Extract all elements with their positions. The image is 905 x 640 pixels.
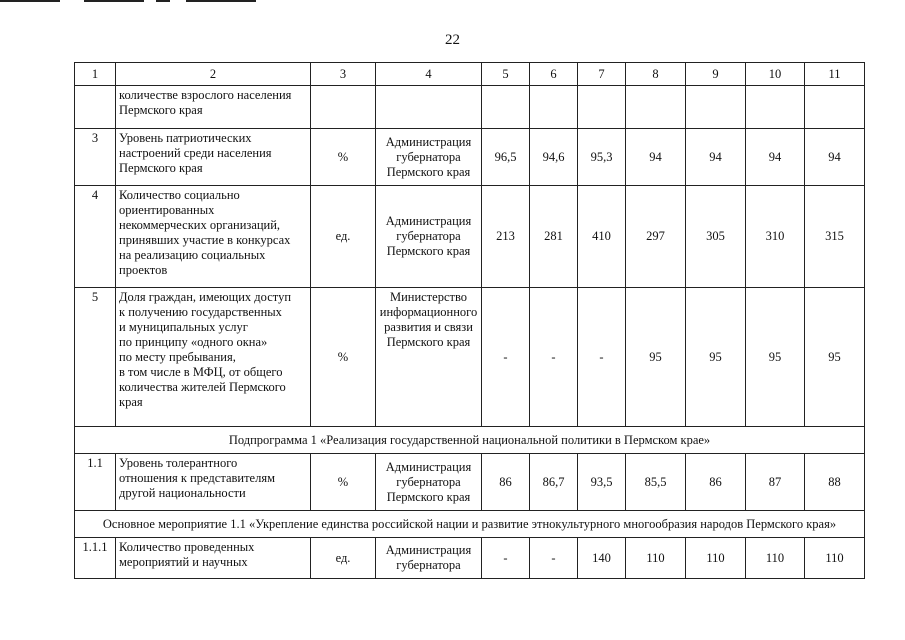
value-cell: 315 [805, 186, 865, 288]
value-cell: - [482, 538, 530, 579]
value-cell: - [530, 538, 578, 579]
row-number-cell: 3 [75, 129, 116, 186]
value-cell: 95 [805, 288, 865, 427]
value-cell [626, 86, 686, 129]
value-cell: 110 [626, 538, 686, 579]
value-cell [482, 86, 530, 129]
header-cell: 9 [686, 63, 746, 86]
indicator-name-cell: Количество проведенных мероприятий и научных [116, 538, 311, 579]
value-cell: - [530, 288, 578, 427]
value-cell: 85,5 [626, 454, 686, 511]
header-cell: 5 [482, 63, 530, 86]
agency-cell: Министерство информационного развития и связи Пермского края [376, 288, 482, 427]
value-cell: 410 [578, 186, 626, 288]
table-row [75, 454, 865, 511]
row-number-cell: 5 [75, 288, 116, 427]
section-header-row [75, 511, 865, 538]
row-number-cell [75, 86, 116, 129]
section-title: Основное мероприятие 1.1 «Укрепление единства российской нации и развитие этнокультурного многообразия народов Пермского края» [75, 511, 865, 538]
value-cell: - [578, 288, 626, 427]
value-cell: 95 [746, 288, 805, 427]
value-cell [746, 86, 805, 129]
value-cell: 305 [686, 186, 746, 288]
indicator-name-cell: количестве взрослого населения Пермского края [116, 86, 311, 129]
top-edge-line [0, 0, 905, 2]
value-cell: 310 [746, 186, 805, 288]
table-row [75, 129, 865, 186]
indicator-name-cell: Уровень патриотических настроений среди населения Пермского края [116, 129, 311, 186]
header-cell: 8 [626, 63, 686, 86]
value-cell: 94,6 [530, 129, 578, 186]
value-cell: 140 [578, 538, 626, 579]
row-number-cell: 1.1 [75, 454, 116, 511]
header-row [75, 63, 865, 86]
indicators-table [74, 62, 865, 579]
agency-cell: Администрация губернатора Пермского края [376, 186, 482, 288]
header-cell: 1 [75, 63, 116, 86]
header-cell: 4 [376, 63, 482, 86]
value-cell: 213 [482, 186, 530, 288]
value-cell: - [482, 288, 530, 427]
edge-line-segment [156, 0, 170, 2]
header-cell: 11 [805, 63, 865, 86]
header-cell: 3 [311, 63, 376, 86]
unit-cell: ед. [311, 538, 376, 579]
value-cell: 88 [805, 454, 865, 511]
page-number: 22 [445, 32, 460, 48]
value-cell [530, 86, 578, 129]
value-cell: 96,5 [482, 129, 530, 186]
value-cell: 95,3 [578, 129, 626, 186]
value-cell: 281 [530, 186, 578, 288]
agency-cell: Администрация губернатора [376, 538, 482, 579]
value-cell: 86 [686, 454, 746, 511]
edge-line-segment [84, 0, 144, 2]
value-cell: 94 [805, 129, 865, 186]
section-title: Подпрограмма 1 «Реализация государственной национальной политики в Пермском крае» [75, 427, 865, 454]
agency-cell: Администрация губернатора Пермского края [376, 129, 482, 186]
value-cell [578, 86, 626, 129]
value-cell: 95 [626, 288, 686, 427]
row-number-cell: 4 [75, 186, 116, 288]
unit-cell: % [311, 288, 376, 427]
unit-cell [311, 86, 376, 129]
value-cell: 110 [746, 538, 805, 579]
header-cell: 7 [578, 63, 626, 86]
table-row [75, 538, 865, 579]
header-cell: 2 [116, 63, 311, 86]
header-cell: 10 [746, 63, 805, 86]
indicator-name-cell: Уровень толерантного отношения к представителям другой национальности [116, 454, 311, 511]
table-row [75, 288, 865, 427]
table-row [75, 86, 865, 129]
value-cell [686, 86, 746, 129]
value-cell [805, 86, 865, 129]
value-cell: 87 [746, 454, 805, 511]
header-cell: 6 [530, 63, 578, 86]
value-cell: 110 [686, 538, 746, 579]
agency-cell [376, 86, 482, 129]
unit-cell: ед. [311, 186, 376, 288]
row-number-cell: 1.1.1 [75, 538, 116, 579]
indicator-name-cell: Количество социально ориентированных некоммерческих организаций, принявших участие в конкурсах на реализацию социальных проектов [116, 186, 311, 288]
value-cell: 94 [746, 129, 805, 186]
value-cell: 86 [482, 454, 530, 511]
edge-line-segment [186, 0, 256, 2]
edge-line-segment [0, 0, 60, 2]
value-cell: 297 [626, 186, 686, 288]
value-cell: 86,7 [530, 454, 578, 511]
unit-cell: % [311, 454, 376, 511]
table-row [75, 186, 865, 288]
value-cell: 94 [626, 129, 686, 186]
value-cell: 110 [805, 538, 865, 579]
value-cell: 95 [686, 288, 746, 427]
unit-cell: % [311, 129, 376, 186]
section-header-row [75, 427, 865, 454]
agency-cell: Администрация губернатора Пермского края [376, 454, 482, 511]
value-cell: 93,5 [578, 454, 626, 511]
indicator-name-cell: Доля граждан, имеющих доступ к получению государственных и муниципальных услуг по принципу «одного окна» по месту пребывания, в том числе в МФЦ, от общего количества жителей Пермского края [116, 288, 311, 427]
value-cell: 94 [686, 129, 746, 186]
